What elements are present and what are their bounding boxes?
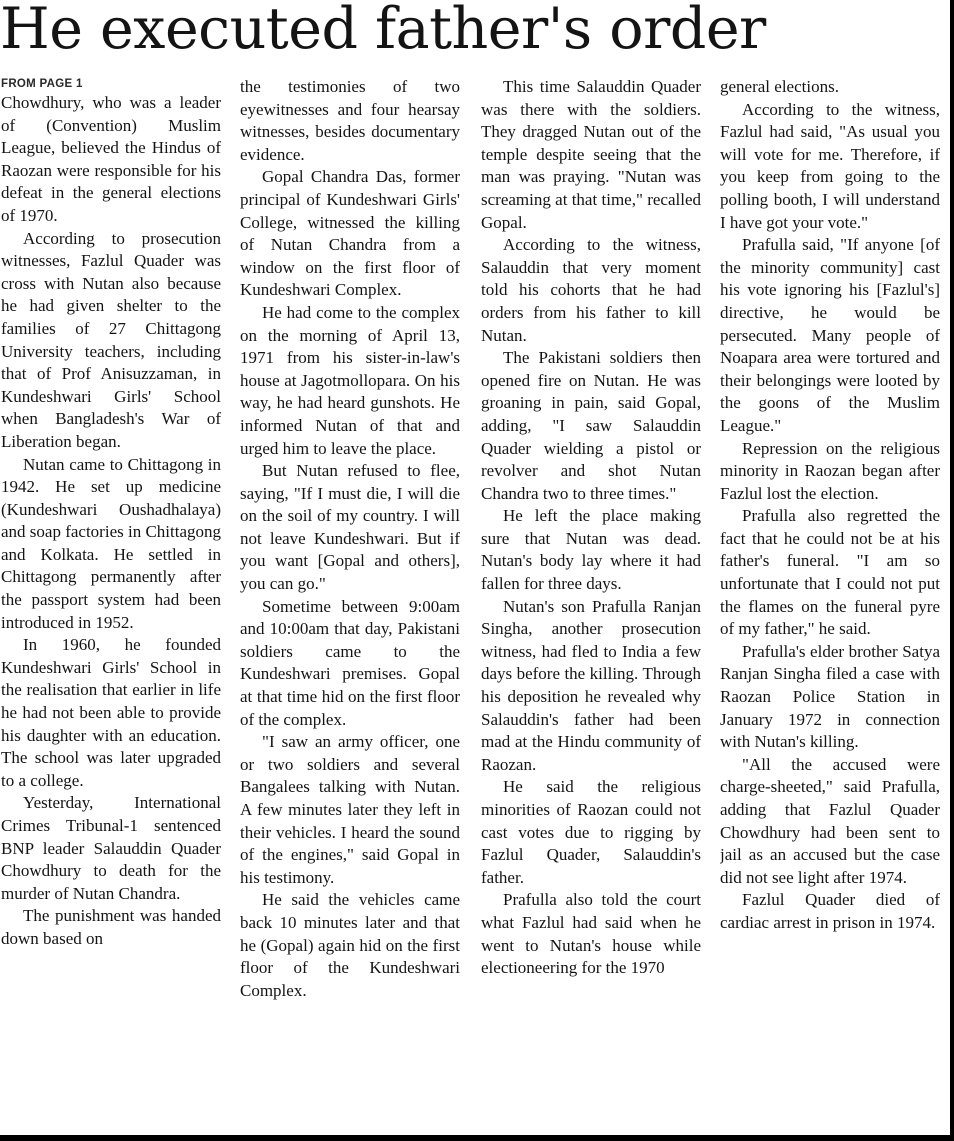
paragraph: Prafulla also regretted the fact that he could not be at his father's funeral. "I am so unfortunate that I could not put the flames on the funeral pyre of my father," he said. (720, 506, 940, 639)
paragraph: According to the witness, Salauddin that very moment told his cohorts that he had orders from his father to kill Nutan. (481, 235, 701, 345)
paragraph: He had come to the complex on the morning of April 13, 1971 from his sister-in-law's house at Jagotmollopara. On his way, he had heard gunshots. He informed Nutan of that and urged him to leave the place. (240, 302, 460, 458)
paragraph: "I saw an army officer, one or two soldiers and several Bangalees talking with Nutan. A few minutes later they left in their vehicles. I heard the sound of the engines," said Gopal in his testimony. (240, 732, 460, 887)
paragraph: Nutan came to Chittagong in 1942. He set up medicine (Kundeshwari Oushadhalaya) and soap factories in Chittagong and Kolkata. He settled in Chittagong permanently after the passport system had been introduced in 1952. (1, 454, 221, 632)
paragraph: He left the place making sure that Nutan was dead. Nutan's body lay where it had fallen for three days. (481, 506, 701, 594)
paragraph: But Nutan refused to flee, saying, "If I must die, I will die on the soil of my country. I will not leave Kundeshwari. But if you want [Gopal and others], you can go." (240, 461, 460, 594)
paragraph: Yesterday, International Crimes Tribunal-1 sentenced BNP leader Salauddin Quader Chowdhury to death for the murder of Nutan Chandra. (1, 793, 221, 903)
continued-from-kicker: FROM PAGE 1 (1, 78, 83, 90)
paragraph: This time Salauddin Quader was there with the soldiers. They dragged Nutan out of the temple despite seeing that the man was praying. "Nutan was screaming at that time," recalled Gopal. (481, 77, 701, 232)
article-column-3 (481, 76, 701, 1136)
paragraph: Fazlul Quader died of cardiac arrest in prison in 1974. (720, 890, 940, 932)
paragraph: general elections. (720, 77, 839, 96)
paragraph: Prafulla said, "If anyone [of the minority community] cast his vote ignoring his [Fazlul's] directive, he would be persecuted. Many people of Noapara area were tortured and their belongings were looted by the goons of the Muslim League." (720, 235, 940, 435)
paragraph: The Pakistani soldiers then opened fire on Nutan. He was groaning in pain, said Gopal, adding, "I saw Salauddin Quader wielding a pistol or revolver and shot Nutan Chandra two to three times." (481, 348, 701, 503)
paragraph: The punishment was handed down based on (1, 906, 221, 948)
article-column-2 (240, 76, 460, 1136)
paragraph: "All the accused were charge-sheeted," said Prafulla, adding that Fazlul Quader Chowdhury had been sent to jail as an accused but the case did not see light after 1974. (720, 754, 940, 887)
paragraph: Gopal Chandra Das, former principal of Kundeshwari Girls' College, witnessed the killing of Nutan Chandra from a window on the first floor of Kundeshwari Complex. (240, 167, 460, 300)
paragraph: the testimonies of two eyewitnesses and four hearsay witnesses, besides documentary evidence. (240, 77, 460, 164)
article-column-4 (720, 76, 940, 1136)
paragraph: Nutan's son Prafulla Ranjan Singha, another prosecution witness, had fled to India a few days before the killing. Through his deposition he revealed why Salauddin's father had been mad at the Hindu community of Raozan. (481, 596, 701, 774)
paragraph: Prafulla's elder brother Satya Ranjan Singha filed a case with Raozan Police Station in January 1972 in connection with Nutan's killing. (720, 641, 940, 752)
article-headline: He executed father's order (0, 0, 766, 62)
paragraph: Prafulla also told the court what Fazlul had said when he went to Nutan's house while electioneering for the 1970 (481, 890, 701, 978)
paragraph: He said the vehicles came back 10 minutes later and that he (Gopal) again hid on the first floor of the Kundeshwari Complex. (240, 890, 460, 1000)
paragraph: According to the witness, Fazlul had said, "As usual you will vote for me. Therefore, if you keep from going to the polling booth, I will understand I have got your vote." (720, 99, 940, 232)
article-column-1 (1, 76, 221, 1136)
paragraph: Repression on the religious minority in Raozan began after Fazlul lost the election. (720, 438, 940, 503)
paragraph: In 1960, he founded Kundeshwari Girls' School in the realisation that earlier in life he had not been able to provide his daughter with an education. The school was later upgraded to a college. (1, 635, 221, 790)
paragraph: Chowdhury, who was a leader of (Convention) Muslim League, believed the Hindus of Raozan were responsible for his defeat in the general elections of 1970. (1, 93, 221, 225)
paragraph: Sometime between 9:00am and 10:00am that day, Pakistani soldiers came to the Kundeshwari premises. Gopal at that time hid on the first floor of the complex. (240, 596, 460, 729)
paragraph: He said the religious minorities of Raozan could not cast votes due to rigging by Fazlul Quader, Salauddin's father. (481, 777, 701, 887)
paragraph: According to prosecution witnesses, Fazlul Quader was cross with Nutan also because he had given shelter to the families of 27 Chittagong University teachers, including that of Prof Anisuzzaman, in Kundeshwari Girls' School when Bangladesh's War of Liberation began. (1, 228, 221, 451)
